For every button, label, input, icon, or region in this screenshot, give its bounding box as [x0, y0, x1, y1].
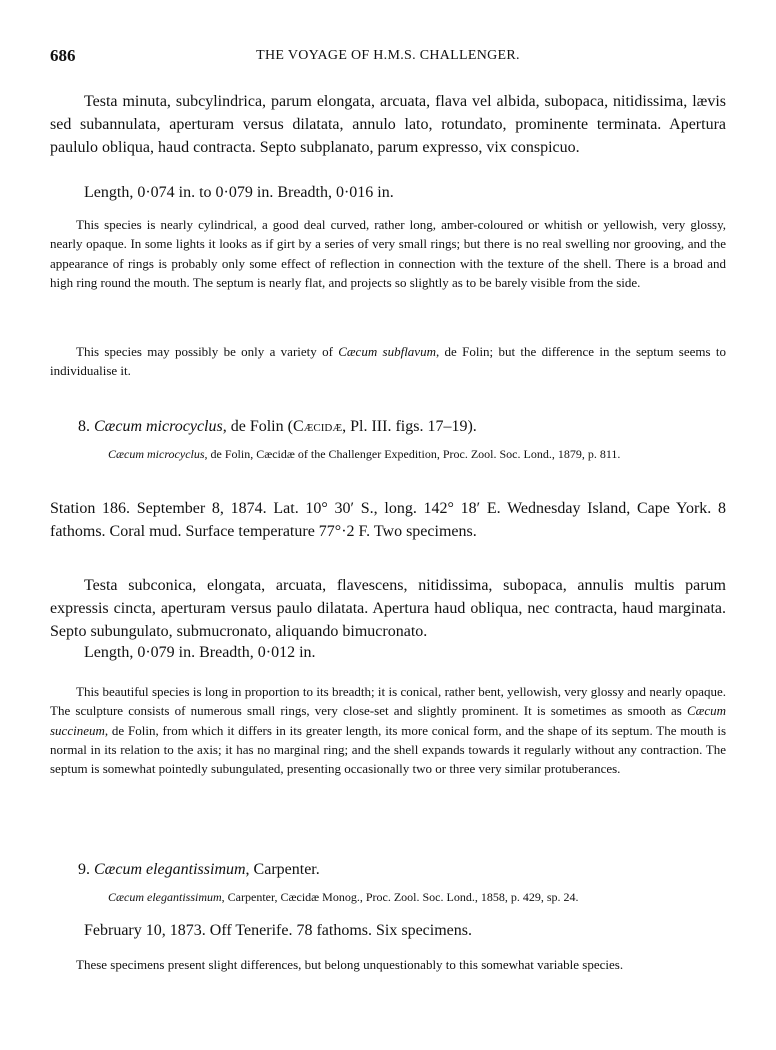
species-9-heading	[78, 858, 726, 881]
species-9-author: , Carpenter.	[245, 861, 320, 878]
species-8-ref-text: , de Folin, Cæcidæ of the Challenger Expedition, Proc. Zool. Soc. Lond., 1879, p. 811.	[204, 447, 621, 461]
species-8-author: , de Folin (	[222, 418, 293, 435]
species-8-latin-description: Testa subconica, elongata, arcuata, flavescens, nitidissima, subopaca, annulis multis parum expressis cincta, aperturam versus paulo dilatata. Apertura haud obliqua, nec contracta, haud marginata. Septo subungulato, submucronato, aliquando bimucronato.	[50, 577, 726, 640]
note-2-text-start: This species may possibly be only a variety of	[76, 344, 339, 359]
species-8-reference	[108, 445, 742, 464]
species-note-2	[50, 342, 726, 381]
note-2-species-name: Cæcum subflavum	[338, 344, 436, 359]
species-8-heading	[78, 415, 726, 438]
running-title: THE VOYAGE OF H.M.S. CHALLENGER.	[256, 48, 520, 63]
species-8-measurements: Length, 0·079 in. Breadth, 0·012 in.	[84, 644, 316, 661]
species-9-ref-name: Cæcum elegantissimum	[108, 890, 222, 904]
species-9-ref-text: , Carpenter, Cæcidæ Monog., Proc. Zool. Soc. Lond., 1858, p. 429, sp. 24.	[221, 890, 579, 904]
species-9-name: Cæcum elegantissimum	[94, 861, 246, 878]
page-number: 686	[50, 46, 76, 65]
species-9-number: 9.	[78, 861, 90, 878]
species-note-1: This species is nearly cylindrical, a good deal curved, rather long, amber-coloured or whitish or yellowish, very glossy, nearly opaque. In some lights it looks as if girt by a series of very small rings; but there is no real swelling nor grooving, and the appearance of rings is probably only some effect of reflection in connection with the texture of the shell. There is a broad and high ring round the mouth. The septum is nearly flat, and projects so slightly as to be barely visible from the side.	[50, 217, 726, 290]
species-8-note-start: This beautiful species is long in proportion to its breadth; it is conical, rather bent, yellowish, very glossy and nearly opaque. The sculpture consists of numerous small rings, very close-set and slightly prominent. It is sometimes as smooth as	[50, 684, 726, 719]
species-8-figs: , Pl. III. figs. 17–19).	[342, 418, 477, 435]
measurements-1: Length, 0·074 in. to 0·079 in. Breadth, 0·016 in.	[84, 184, 394, 201]
latin-description-1: Testa minuta, subcylindrica, parum elongata, arcuata, flava vel albida, subopaca, nitidissima, lævis sed subannulata, aperturam versus dilatata, annulo lato, rotundato, prominente terminata. Apertura paululo obliqua, haud contracta. Septo subplanato, parum expresso, vix conspicuo.	[50, 93, 726, 156]
species-8-number: 8.	[78, 418, 90, 435]
page-header	[50, 46, 726, 70]
species-8-note	[50, 682, 726, 778]
species-8-ref-name: Cæcum microcyclus	[108, 447, 205, 461]
note-2-text-end: , de Folin; but the difference in the septum seems to individualise it.	[50, 344, 726, 379]
species-8-note-end: , de Folin, from which it differs in its greater length, its more conical form, and the shape of its septum. The mouth is normal in its relation to the axis; it has no marginal ring; and the shell expands towards it regularly without any contraction. The septum is somewhat pointedly subungulated, presenting occasionally two or three very similar protuberances.	[50, 722, 726, 777]
species-9-reference	[108, 888, 742, 907]
species-8-note-species-name: Cæcum succineum	[50, 703, 726, 738]
species-9-note: These specimens present slight differences, but belong unquestionably to this somewhat variable species.	[76, 957, 624, 972]
species-8-family: Cæcidæ	[292, 418, 343, 435]
species-9-station: February 10, 1873. Off Tenerife. 78 fathoms. Six specimens.	[84, 922, 472, 939]
species-8-station: Station 186. September 8, 1874. Lat. 10° 30′ S., long. 142° 18′ E. Wednesday Island, Cape York. 8 fathoms. Coral mud. Surface temperature 77°·2 F. Two specimens.	[50, 500, 726, 540]
species-8-name: Cæcum microcyclus	[94, 418, 223, 435]
